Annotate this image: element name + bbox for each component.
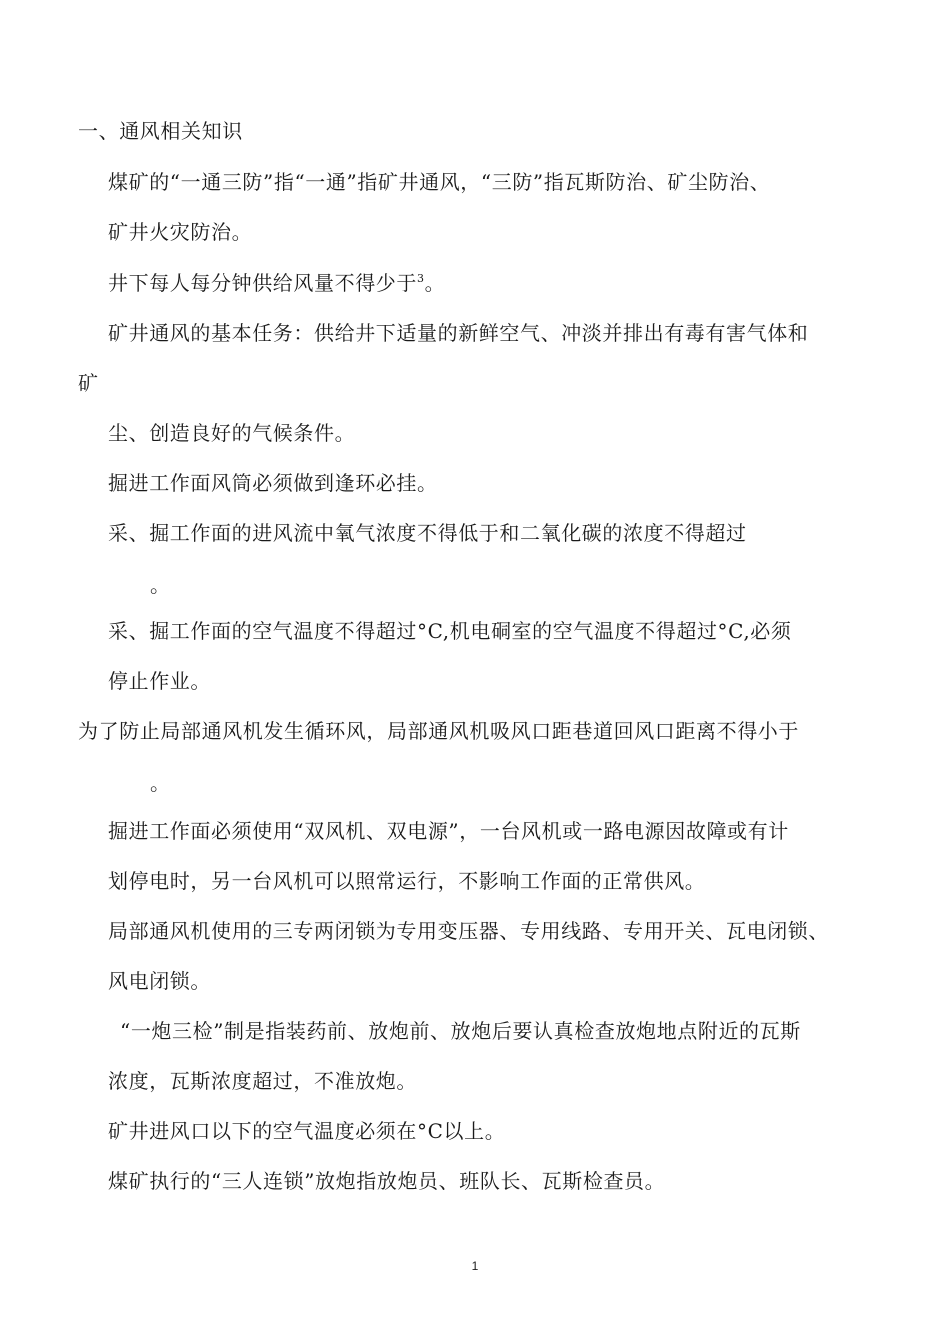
section-heading: 一、通风相关知识 <box>78 119 243 143</box>
paragraph-line: 矿井火灾防治。 <box>108 220 253 244</box>
superscript: 3 <box>417 272 425 285</box>
paragraph-line: 局部通风机使用的三专两闭锁为专用变压器、专用线路、专用开关、瓦电闭锁、 <box>108 919 829 943</box>
paragraph-line: 掘进工作面风筒必须做到逢环必挂。 <box>108 471 438 495</box>
paragraph-text: 井下每人每分钟供给风量不得少于 <box>108 271 417 295</box>
paragraph-line: 掘进工作面必须使用“双风机、双电源”，一台风机或一路电源因故障或有计 <box>108 819 789 843</box>
paragraph-line: 。 <box>150 771 171 795</box>
paragraph-line: 停止作业。 <box>108 669 211 693</box>
paragraph-text: 。 <box>424 271 446 295</box>
paragraph-line: “一炮三检”制是指装药前、放炮前、放炮后要认真检查放炮地点附近的瓦斯 <box>120 1019 801 1043</box>
paragraph-line: 煤矿执行的“三人连锁”放炮指放炮员、班队长、瓦斯检查员。 <box>108 1169 666 1193</box>
paragraph-line: 划停电时，另一台风机可以照常运行，不影响工作面的正常供风。 <box>108 869 706 893</box>
paragraph-line: 煤矿的“一通三防”指“一通”指矿井通风，“三防”指瓦斯防治、矿尘防治、 <box>108 170 771 194</box>
paragraph-line <box>108 269 445 301</box>
paragraph-line: 尘、创造良好的气候条件。 <box>108 421 356 445</box>
paragraph-line: 风电闭锁。 <box>108 969 211 993</box>
paragraph-line: 采、掘工作面的进风流中氧气浓度不得低于和二氧化碳的浓度不得超过 <box>108 521 747 545</box>
paragraph-line: 矿井进风口以下的空气温度必须在°C以上。 <box>108 1119 506 1143</box>
paragraph-line: 矿 <box>78 371 99 395</box>
paragraph-line: 采、掘工作面的空气温度不得超过°C,机电硐室的空气温度不得超过°C,必须 <box>108 619 792 643</box>
paragraph-line: 浓度，瓦斯浓度超过，不准放炮。 <box>108 1069 417 1093</box>
paragraph-line: 为了防止局部通风机发生循环风，局部通风机吸风口距巷道回风口距离不得小于 <box>78 719 799 743</box>
page-number: 1 <box>471 1259 479 1273</box>
paragraph-line: 矿井通风的基本任务：供给井下适量的新鲜空气、冲淡并排出有毒有害气体和 <box>108 321 809 345</box>
paragraph-line: 。 <box>150 573 171 597</box>
